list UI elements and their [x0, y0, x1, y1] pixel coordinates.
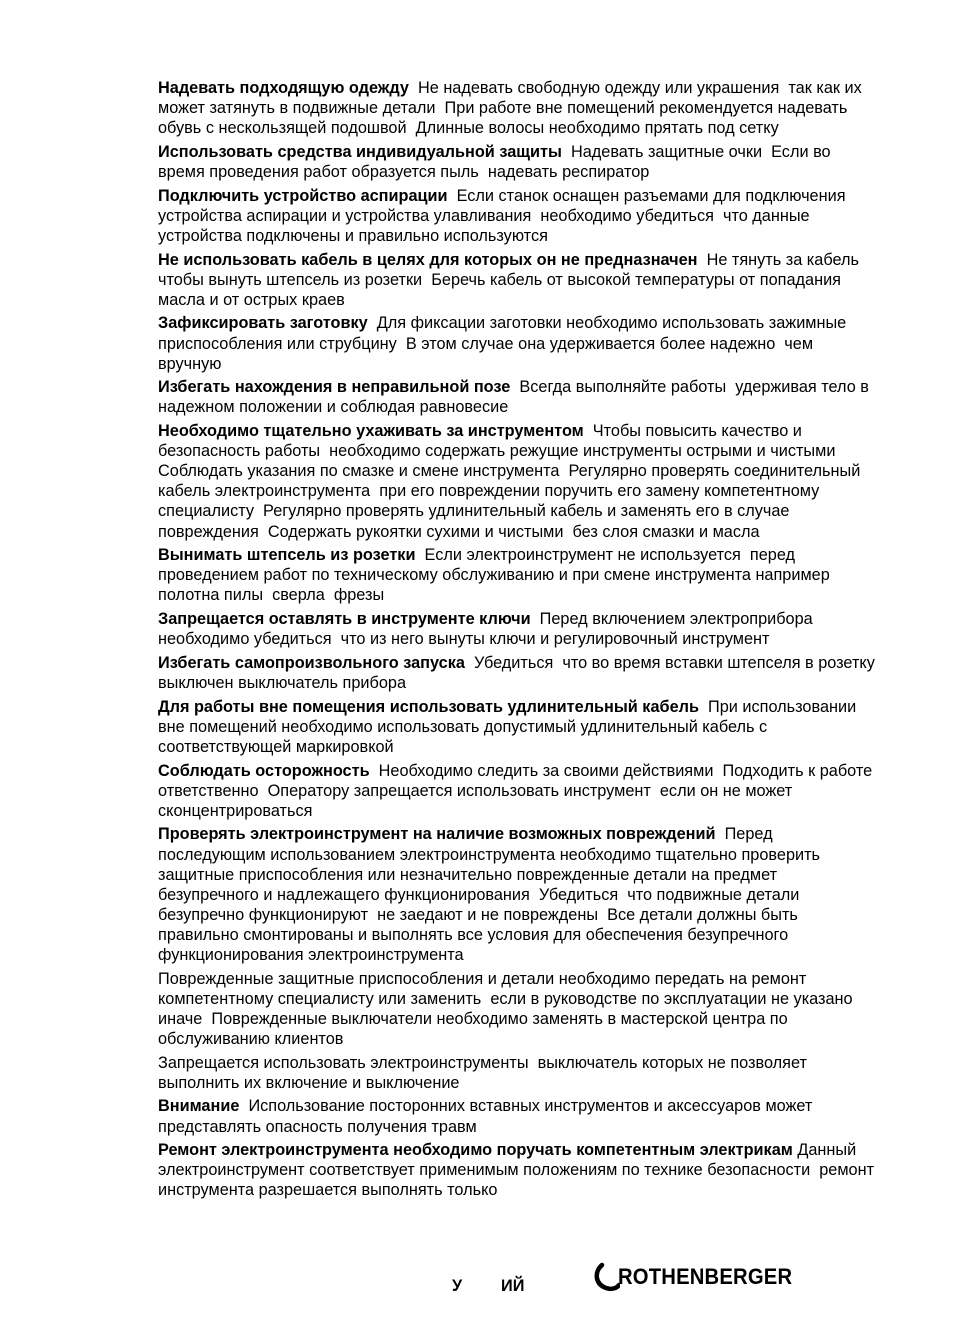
paragraph-text: Данный электроинструмент соответствует применимым положениям по технике безопасности ремонт инструмента разрешается выполнять только [158, 1141, 879, 1200]
paragraph-text: Надевать защитные очки Если во время проведения работ образуется пыль надевать респиратор [158, 142, 836, 181]
paragraph-text: Необходимо следить за своими действиями Подходить к работе ответственно Оператору запрещается использовать инструмент если он не может сконцентрироваться [158, 761, 877, 820]
paragraph [158, 142, 876, 182]
paragraph-text: Если электроинструмент не используется перед проведением работ по техническому обслуживанию и при смене инструмента например полотна пилы сверла фрезы [158, 546, 839, 605]
footer-label-left: У [452, 1277, 463, 1295]
paragraph-heading: Запрещается оставлять в инструменте ключи [158, 610, 531, 629]
paragraph-heading: Соблюдать осторожность [158, 761, 370, 780]
paragraph-heading: Не использовать кабель в целях для которых он не предназначен [158, 250, 698, 269]
paragraph-text: Не надевать свободную одежду или украшения так как их может затянуть в подвижные детали При работе вне помещений рекомендуется надевать обувь с нескользящей подошвой Длинные волосы необходимо прятать под сетку [158, 79, 867, 138]
paragraph-heading: Избегать нахождения в неправильной позе [158, 378, 511, 397]
paragraph [158, 545, 876, 605]
logo-wordmark: ROTHENBERGER [618, 1264, 793, 1289]
paragraph [158, 377, 876, 417]
paragraph-text: Перед последующим использованием электроинструмента необходимо тщательно проверить защитные приспособления или незначительно поврежденные детали на предмет безупречного и надлежащего функционирования Убедиться что подвижные детали безупречно функционируют не заедают и не повреждены Все детали должны быть правильно смонтированы и выполнять все условия для обеспечения безупречного функционирования электроинструмента [158, 825, 825, 964]
paragraph-heading: Зафиксировать заготовку [158, 314, 368, 333]
paragraph-text: Если станок оснащен разъемами для подключения устройства аспирации и устройства улавливания необходимо убедиться что данные устройства подключены и правильно используются [158, 186, 851, 245]
paragraph [158, 653, 880, 693]
document-body [158, 78, 880, 1204]
paragraph-heading: Подключить устройство аспирации [158, 186, 448, 205]
logo-swoosh-icon [592, 1262, 620, 1292]
paragraph-heading: Необходимо тщательно ухаживать за инструментом [158, 422, 584, 441]
paragraph-text: Перед включением электроприбора необходимо убедиться что из него вынуты ключи и регулировочный инструмент [158, 610, 818, 649]
paragraph [158, 421, 876, 542]
paragraph [158, 250, 876, 310]
paragraph-heading: Использовать средства индивидуальной защиты [158, 142, 562, 161]
paragraph [158, 78, 876, 138]
paragraph-text: Не тянуть за кабель чтобы вынуть штепсель из розетки Беречь кабель от высокой температуры от попадания масла и от острых краев [158, 250, 869, 309]
paragraph [158, 186, 876, 246]
paragraph [158, 761, 876, 821]
paragraph [158, 824, 876, 965]
paragraph [158, 969, 876, 1049]
paragraph-text: При использовании вне помещений необходимо использовать допустимый удлинительный кабель с соответствующей маркировкой [158, 697, 861, 756]
paragraph-heading: Для работы вне помещения использовать удлинительный кабель [158, 697, 699, 716]
paragraph [158, 697, 876, 757]
paragraph-heading: Ремонт электроинструмента необходимо поручать компетентным электрикам [158, 1141, 793, 1160]
paragraph-heading: Внимание [158, 1097, 240, 1116]
paragraph-text: Запрещается использовать электроинструменты выключатель которых не позволяет выполнить их включение и выключение [158, 1053, 812, 1092]
paragraph-text: Убедиться что во время вставки штепселя в розетку выключен выключатель прибора [158, 653, 880, 692]
paragraph-text: Использование посторонних вставных инструментов и аксессуаров может представлять опасность получения травм [158, 1097, 817, 1136]
paragraph-heading: Вынимать штепсель из розетки [158, 546, 416, 565]
paragraph-text: Всегда выполняйте работы удерживая тело в надежном положении и соблюдая равновесие [158, 378, 874, 417]
paragraph [158, 609, 876, 649]
rothenberger-logo [592, 1262, 807, 1292]
paragraph-text: Чтобы повысить качество и безопасность работы необходимо содержать режущие инструменты острыми и чистыми Соблюдать указания по смазке и смене инструмента Регулярно проверять соединительный кабель электроинструмента при его повреждении поручить его замену компетентному специалисту Регулярно проверять удлинительный кабель и заменять его в случае повреждения Содержать рукоятки сухими и чистыми без слоя смазки и масла [158, 422, 865, 541]
paragraph [158, 313, 876, 373]
paragraph-heading: Проверять электроинструмент на наличие возможных повреждений [158, 825, 716, 844]
paragraph [158, 1096, 876, 1136]
paragraph-heading: Избегать самопроизвольного запуска [158, 653, 465, 672]
paragraph [158, 1053, 876, 1093]
paragraph [158, 1140, 879, 1200]
paragraph-text: Поврежденные защитные приспособления и детали необходимо передать на ремонт компетентному специалисту или заменить если в руководстве по эксплуатации не указано иначе Поврежденные выключатели необходимо заменять в мастерской центра по обслуживанию клиентов [158, 969, 858, 1048]
footer-label-right: ИЙ [501, 1277, 525, 1295]
paragraph-text: Для фиксации заготовки необходимо использовать зажимные приспособления или струбцину В этом случае она удерживается более надежно чем вручную [158, 314, 851, 373]
paragraph-heading: Надевать подходящую одежду [158, 79, 409, 97]
